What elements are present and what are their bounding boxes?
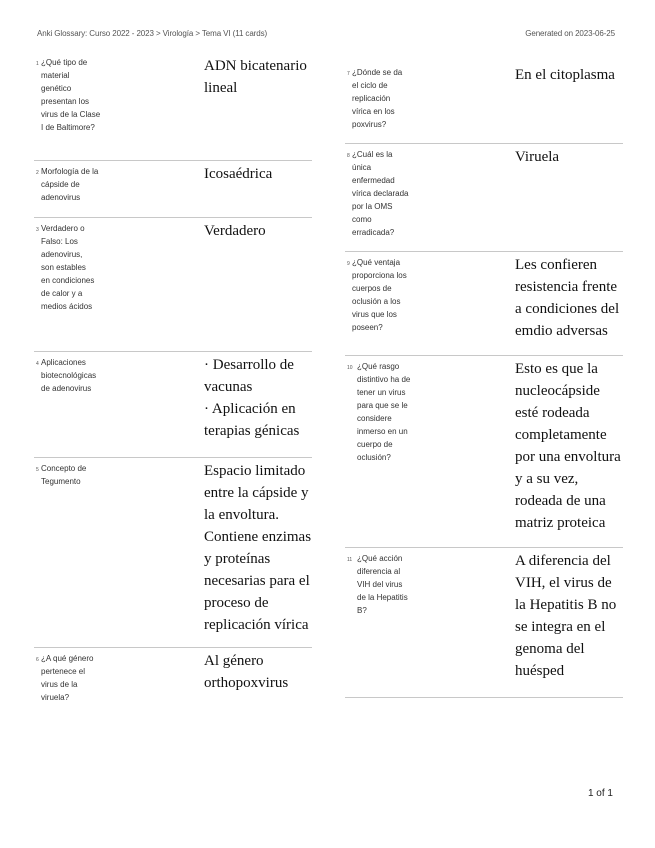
card-answer: Esto es que la nucleocápside esté rodeada completamente por una envoltura y a su vez, rodeada de una matriz proteica xyxy=(515,361,621,531)
card-question: Verdadero o Falso: Los adenovirus, son estables en condiciones de calor y a medios ácidos xyxy=(41,224,95,311)
card-question: ¿Qué rasgo distintivo ha de tener un virus para que se le considere inmerso en un cuerpo de oclusión? xyxy=(357,362,411,462)
card-number: 8 xyxy=(347,153,350,159)
card-number: 10 xyxy=(347,365,353,371)
card-number: 11 xyxy=(347,557,353,563)
card-number: 3 xyxy=(36,227,39,233)
glossary-card xyxy=(345,144,623,252)
card-answer: Verdadero xyxy=(204,223,266,239)
card-answer: Al género orthopoxvirus xyxy=(204,653,289,691)
card-answer-line: · Desarrollo de vacunas xyxy=(204,357,294,395)
card-answer xyxy=(204,354,312,442)
page-indicator: 1 of 1 xyxy=(587,788,613,799)
card-question: ¿Qué acción diferencia al VIH del virus de la Hepatitis B? xyxy=(357,554,408,615)
card-question: ¿A qué género pertenece el virus de la viruela? xyxy=(41,654,94,702)
card-number: 5 xyxy=(36,467,39,473)
card-number: 9 xyxy=(347,261,350,267)
glossary-title: Anki Glossary: Curso 2022 - 2023 > Virología > Tema VI (11 cards) xyxy=(37,29,268,38)
glossary-card xyxy=(34,458,312,648)
card-answer: A diferencia del VIH, el virus de la Hepatitis B no se integra en el genoma del huésped xyxy=(515,553,617,679)
glossary-card xyxy=(345,52,623,144)
card-number: 1 xyxy=(36,61,39,67)
card-answer: Espacio limitado entre la cápside y la envoltura. Contiene enzimas y proteínas necesarias para el proceso de replicación vírica xyxy=(204,463,312,633)
glossary-card xyxy=(345,252,623,356)
card-answer: En el citoplasma xyxy=(515,67,615,83)
card-question: ¿Dónde se da el ciclo de replicación vírica en los poxvirus? xyxy=(352,68,403,129)
cards-column-right xyxy=(345,52,623,698)
card-question: ¿Qué tipo de material genético presentan los virus de la Clase I de Baltimore? xyxy=(41,58,101,132)
card-question: Morfología de la cápside de adenovirus xyxy=(41,167,99,202)
card-answer: Viruela xyxy=(515,149,560,165)
card-number: 7 xyxy=(347,71,350,77)
glossary-card xyxy=(345,548,623,698)
generated-date: Generated on 2023-06-25 xyxy=(525,29,615,38)
card-number: 6 xyxy=(36,657,39,663)
card-number: 2 xyxy=(36,170,39,176)
glossary-card xyxy=(34,52,312,161)
glossary-card xyxy=(34,648,312,728)
card-question: Concepto de Tegumento xyxy=(41,464,87,486)
card-answer: Les confieren resistencia frente a condiciones del emdio adversas xyxy=(515,257,620,339)
card-question: ¿Qué ventaja proporciona los cuerpos de oclusión a los virus que los poseen? xyxy=(352,258,407,332)
card-number: 4 xyxy=(36,361,39,367)
card-answer: ADN bicatenario lineal xyxy=(204,58,307,96)
glossary-card xyxy=(34,218,312,352)
glossary-card xyxy=(345,356,623,548)
cards-column-left xyxy=(34,52,312,728)
card-question: ¿Cuál es la única enfermedad vírica declarada por la OMS como erradicada? xyxy=(352,150,409,237)
glossary-card xyxy=(34,352,312,458)
card-answer-line: · Aplicación en terapias génicas xyxy=(204,401,300,439)
card-question: Aplicaciones biotecnológicas de adenovirus xyxy=(41,358,97,393)
card-answer: Icosaédrica xyxy=(204,166,273,182)
glossary-card xyxy=(34,161,312,218)
